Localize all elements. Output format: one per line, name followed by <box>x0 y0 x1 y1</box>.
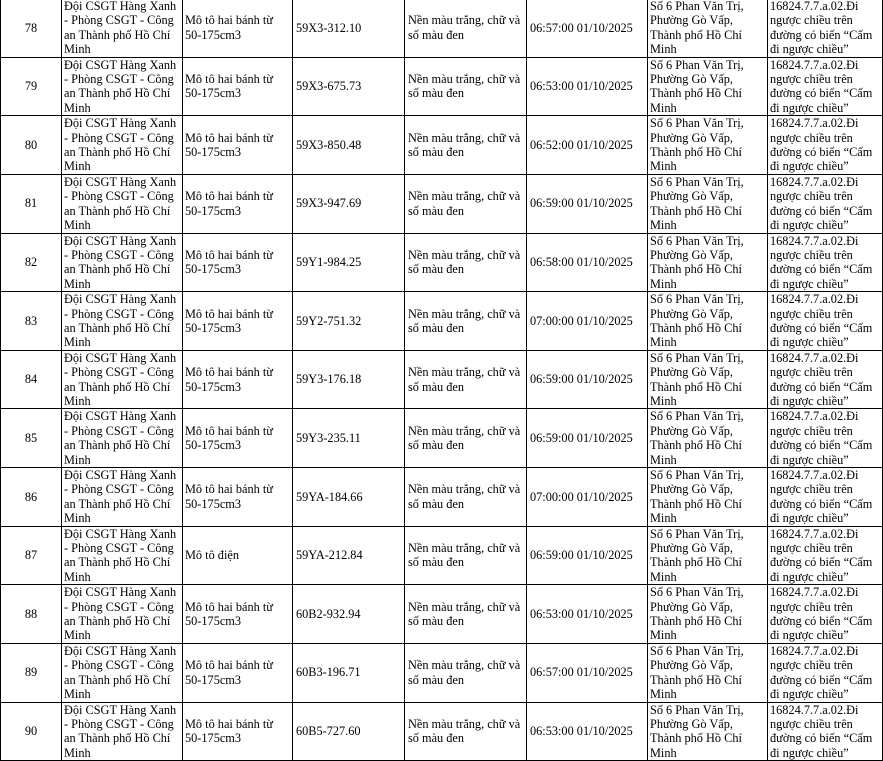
plate-color-cell: Nền màu trắng, chữ và số màu đen <box>405 643 527 702</box>
vehicle-type-cell: Mô tô điện <box>183 526 293 585</box>
license-plate-cell: 59YA-184.66 <box>293 468 405 527</box>
plate-color-cell: Nền màu trắng, chữ và số màu đen <box>405 468 527 527</box>
violation-time-cell: 06:59:00 01/10/2025 <box>527 174 648 233</box>
violation-time-cell: 06:52:00 01/10/2025 <box>527 116 648 175</box>
row-number-cell: 83 <box>1 292 62 351</box>
violation-description-cell: 16824.7.7.a.02.Đi ngược chiều trên đường có biển “Cấm đi ngược chiều” <box>768 643 883 702</box>
violation-description-cell: 16824.7.7.a.02.Đi ngược chiều trên đường có biển “Cấm đi ngược chiều” <box>768 0 883 57</box>
violation-description-cell: 16824.7.7.a.02.Đi ngược chiều trên đường có biển “Cấm đi ngược chiều” <box>768 116 883 175</box>
enforcement-unit-cell: Đội CSGT Hàng Xanh - Phòng CSGT - Công an Thành phố Hồ Chí Minh <box>62 57 183 116</box>
table-row <box>1 350 883 409</box>
license-plate-cell: 59X3-675.73 <box>293 57 405 116</box>
row-number-cell: 86 <box>1 468 62 527</box>
vehicle-type-cell: Mô tô hai bánh từ 50-175cm3 <box>183 702 293 761</box>
vehicle-type-cell: Mô tô hai bánh từ 50-175cm3 <box>183 292 293 351</box>
violation-description-cell: 16824.7.7.a.02.Đi ngược chiều trên đường có biển “Cấm đi ngược chiều” <box>768 57 883 116</box>
table-body <box>1 0 883 761</box>
row-number-cell: 82 <box>1 233 62 292</box>
violation-address-cell: Số 6 Phan Văn Trị, Phường Gò Vấp, Thành phố Hồ Chí Minh <box>648 292 768 351</box>
vehicle-type-cell: Mô tô hai bánh từ 50-175cm3 <box>183 409 293 468</box>
plate-color-cell: Nền màu trắng, chữ và số màu đen <box>405 409 527 468</box>
license-plate-cell: 59Y3-235.11 <box>293 409 405 468</box>
license-plate-cell: 59Y1-984.25 <box>293 233 405 292</box>
enforcement-unit-cell: Đội CSGT Hàng Xanh - Phòng CSGT - Công an Thành phố Hồ Chí Minh <box>62 585 183 644</box>
enforcement-unit-cell: Đội CSGT Hàng Xanh - Phòng CSGT - Công an Thành phố Hồ Chí Minh <box>62 233 183 292</box>
violation-description-cell: 16824.7.7.a.02.Đi ngược chiều trên đường có biển “Cấm đi ngược chiều” <box>768 468 883 527</box>
violation-address-cell: Số 6 Phan Văn Trị, Phường Gò Vấp, Thành phố Hồ Chí Minh <box>648 702 768 761</box>
enforcement-unit-cell: Đội CSGT Hàng Xanh - Phòng CSGT - Công an Thành phố Hồ Chí Minh <box>62 174 183 233</box>
vehicle-type-cell: Mô tô hai bánh từ 50-175cm3 <box>183 0 293 57</box>
violation-description-cell: 16824.7.7.a.02.Đi ngược chiều trên đường có biển “Cấm đi ngược chiều” <box>768 585 883 644</box>
vehicle-type-cell: Mô tô hai bánh từ 50-175cm3 <box>183 643 293 702</box>
violation-address-cell: Số 6 Phan Văn Trị, Phường Gò Vấp, Thành phố Hồ Chí Minh <box>648 233 768 292</box>
vehicle-type-cell: Mô tô hai bánh từ 50-175cm3 <box>183 468 293 527</box>
license-plate-cell: 59Y3-176.18 <box>293 350 405 409</box>
violation-address-cell: Số 6 Phan Văn Trị, Phường Gò Vấp, Thành phố Hồ Chí Minh <box>648 116 768 175</box>
vehicle-type-cell: Mô tô hai bánh từ 50-175cm3 <box>183 585 293 644</box>
violation-time-cell: 06:57:00 01/10/2025 <box>527 0 648 57</box>
plate-color-cell: Nền màu trắng, chữ và số màu đen <box>405 0 527 57</box>
row-number-cell: 80 <box>1 116 62 175</box>
row-number-cell: 90 <box>1 702 62 761</box>
enforcement-unit-cell: Đội CSGT Hàng Xanh - Phòng CSGT - Công an Thành phố Hồ Chí Minh <box>62 702 183 761</box>
vehicle-type-cell: Mô tô hai bánh từ 50-175cm3 <box>183 116 293 175</box>
row-number-cell: 81 <box>1 174 62 233</box>
enforcement-unit-cell: Đội CSGT Hàng Xanh - Phòng CSGT - Công an Thành phố Hồ Chí Minh <box>62 350 183 409</box>
license-plate-cell: 60B5-727.60 <box>293 702 405 761</box>
table-row <box>1 702 883 761</box>
row-number-cell: 79 <box>1 57 62 116</box>
violation-time-cell: 06:53:00 01/10/2025 <box>527 57 648 116</box>
license-plate-cell: 59X3-947.69 <box>293 174 405 233</box>
enforcement-unit-cell: Đội CSGT Hàng Xanh - Phòng CSGT - Công an Thành phố Hồ Chí Minh <box>62 292 183 351</box>
table-row <box>1 585 883 644</box>
enforcement-unit-cell: Đội CSGT Hàng Xanh - Phòng CSGT - Công an Thành phố Hồ Chí Minh <box>62 468 183 527</box>
table-row <box>1 116 883 175</box>
violation-address-cell: Số 6 Phan Văn Trị, Phường Gò Vấp, Thành phố Hồ Chí Minh <box>648 468 768 527</box>
vehicle-type-cell: Mô tô hai bánh từ 50-175cm3 <box>183 233 293 292</box>
violation-address-cell: Số 6 Phan Văn Trị, Phường Gò Vấp, Thành phố Hồ Chí Minh <box>648 526 768 585</box>
row-number-cell: 78 <box>1 0 62 57</box>
violation-address-cell: Số 6 Phan Văn Trị, Phường Gò Vấp, Thành phố Hồ Chí Minh <box>648 57 768 116</box>
license-plate-cell: 60B3-196.71 <box>293 643 405 702</box>
plate-color-cell: Nền màu trắng, chữ và số màu đen <box>405 174 527 233</box>
violation-address-cell: Số 6 Phan Văn Trị, Phường Gò Vấp, Thành phố Hồ Chí Minh <box>648 409 768 468</box>
violation-address-cell: Số 6 Phan Văn Trị, Phường Gò Vấp, Thành phố Hồ Chí Minh <box>648 350 768 409</box>
plate-color-cell: Nền màu trắng, chữ và số màu đen <box>405 350 527 409</box>
enforcement-unit-cell: Đội CSGT Hàng Xanh - Phòng CSGT - Công an Thành phố Hồ Chí Minh <box>62 116 183 175</box>
enforcement-unit-cell: Đội CSGT Hàng Xanh - Phòng CSGT - Công an Thành phố Hồ Chí Minh <box>62 526 183 585</box>
violation-time-cell: 06:59:00 01/10/2025 <box>527 409 648 468</box>
violation-time-cell: 06:59:00 01/10/2025 <box>527 526 648 585</box>
table-row <box>1 0 883 57</box>
violation-description-cell: 16824.7.7.a.02.Đi ngược chiều trên đường có biển “Cấm đi ngược chiều” <box>768 174 883 233</box>
table-row <box>1 526 883 585</box>
violation-address-cell: Số 6 Phan Văn Trị, Phường Gò Vấp, Thành phố Hồ Chí Minh <box>648 0 768 57</box>
violation-time-cell: 06:53:00 01/10/2025 <box>527 702 648 761</box>
plate-color-cell: Nền màu trắng, chữ và số màu đen <box>405 292 527 351</box>
plate-color-cell: Nền màu trắng, chữ và số màu đen <box>405 585 527 644</box>
table-row <box>1 292 883 351</box>
violation-address-cell: Số 6 Phan Văn Trị, Phường Gò Vấp, Thành phố Hồ Chí Minh <box>648 643 768 702</box>
license-plate-cell: 60B2-932.94 <box>293 585 405 644</box>
plate-color-cell: Nền màu trắng, chữ và số màu đen <box>405 233 527 292</box>
license-plate-cell: 59X3-850.48 <box>293 116 405 175</box>
vehicle-type-cell: Mô tô hai bánh từ 50-175cm3 <box>183 57 293 116</box>
violation-time-cell: 07:00:00 01/10/2025 <box>527 292 648 351</box>
plate-color-cell: Nền màu trắng, chữ và số màu đen <box>405 702 527 761</box>
violation-address-cell: Số 6 Phan Văn Trị, Phường Gò Vấp, Thành phố Hồ Chí Minh <box>648 585 768 644</box>
violation-address-cell: Số 6 Phan Văn Trị, Phường Gò Vấp, Thành phố Hồ Chí Minh <box>648 174 768 233</box>
table-row <box>1 174 883 233</box>
vehicle-type-cell: Mô tô hai bánh từ 50-175cm3 <box>183 174 293 233</box>
plate-color-cell: Nền màu trắng, chữ và số màu đen <box>405 57 527 116</box>
row-number-cell: 87 <box>1 526 62 585</box>
row-number-cell: 89 <box>1 643 62 702</box>
license-plate-cell: 59YA-212.84 <box>293 526 405 585</box>
table-row <box>1 409 883 468</box>
violation-description-cell: 16824.7.7.a.02.Đi ngược chiều trên đường có biển “Cấm đi ngược chiều” <box>768 350 883 409</box>
table-row <box>1 468 883 527</box>
row-number-cell: 88 <box>1 585 62 644</box>
violation-description-cell: 16824.7.7.a.02.Đi ngược chiều trên đường có biển “Cấm đi ngược chiều” <box>768 526 883 585</box>
violation-description-cell: 16824.7.7.a.02.Đi ngược chiều trên đường có biển “Cấm đi ngược chiều” <box>768 233 883 292</box>
license-plate-cell: 59X3-312.10 <box>293 0 405 57</box>
table-row <box>1 233 883 292</box>
violation-time-cell: 06:59:00 01/10/2025 <box>527 350 648 409</box>
enforcement-unit-cell: Đội CSGT Hàng Xanh - Phòng CSGT - Công an Thành phố Hồ Chí Minh <box>62 409 183 468</box>
violation-description-cell: 16824.7.7.a.02.Đi ngược chiều trên đường có biển “Cấm đi ngược chiều” <box>768 702 883 761</box>
row-number-cell: 85 <box>1 409 62 468</box>
violation-description-cell: 16824.7.7.a.02.Đi ngược chiều trên đường có biển “Cấm đi ngược chiều” <box>768 292 883 351</box>
plate-color-cell: Nền màu trắng, chữ và số màu đen <box>405 526 527 585</box>
violation-description-cell: 16824.7.7.a.02.Đi ngược chiều trên đường có biển “Cấm đi ngược chiều” <box>768 409 883 468</box>
violation-time-cell: 06:57:00 01/10/2025 <box>527 643 648 702</box>
enforcement-unit-cell: Đội CSGT Hàng Xanh - Phòng CSGT - Công an Thành phố Hồ Chí Minh <box>62 643 183 702</box>
row-number-cell: 84 <box>1 350 62 409</box>
plate-color-cell: Nền màu trắng, chữ và số màu đen <box>405 116 527 175</box>
violation-time-cell: 06:53:00 01/10/2025 <box>527 585 648 644</box>
violation-time-cell: 06:58:00 01/10/2025 <box>527 233 648 292</box>
vehicle-type-cell: Mô tô hai bánh từ 50-175cm3 <box>183 350 293 409</box>
violation-time-cell: 07:00:00 01/10/2025 <box>527 468 648 527</box>
license-plate-cell: 59Y2-751.32 <box>293 292 405 351</box>
table-row <box>1 643 883 702</box>
table-row <box>1 57 883 116</box>
enforcement-unit-cell: Đội CSGT Hàng Xanh - Phòng CSGT - Công an Thành phố Hồ Chí Minh <box>62 0 183 57</box>
